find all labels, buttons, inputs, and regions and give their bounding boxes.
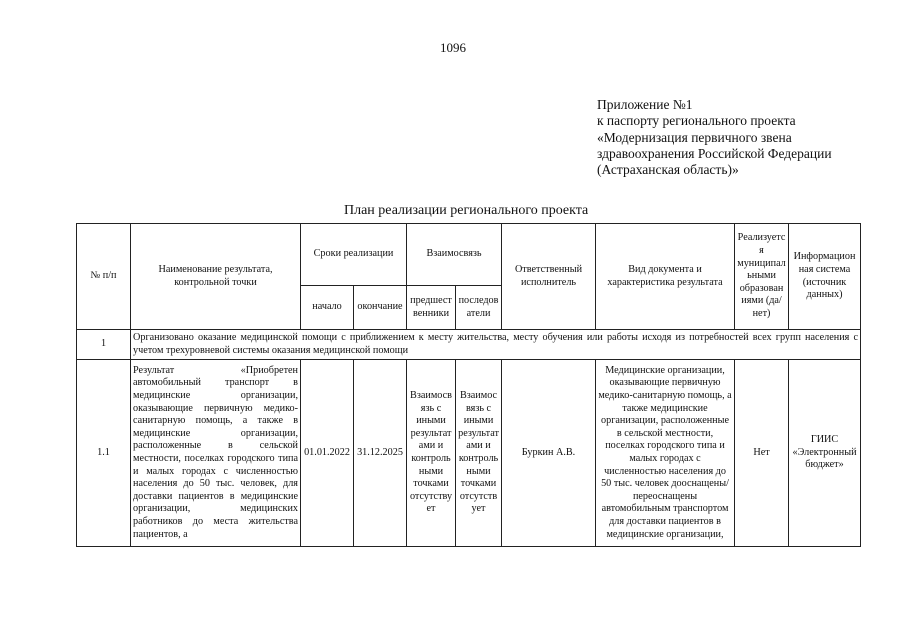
row-end-date: 31.12.2025 xyxy=(354,360,407,547)
header-num: № п/п xyxy=(77,224,131,330)
appendix-heading xyxy=(597,97,832,178)
row-doc-type: Медицинские организации, оказывающие первичную медико-санитарную помощь, а также медицинские организации, расположенные в сельской местности, поселках городского типа и малых городах с численностью населения до 50 тыс. человек дооснащены/переоснащены автомобильным транспортом для доставки пациентов в медицинские организации, xyxy=(596,360,735,547)
header-successors: последователи xyxy=(456,286,502,330)
header-end: окончание xyxy=(354,286,407,330)
header-responsible: Ответственный исполнитель xyxy=(502,224,596,330)
header-predecessors: предшественники xyxy=(407,286,456,330)
row-info-system: ГИИС «Электронный бюджет» xyxy=(789,360,861,547)
row-predecessors: Взаимосвязь с иными результатами и контрольными точками отсутствует xyxy=(407,360,456,547)
header-terms: Сроки реализации xyxy=(301,224,407,286)
row-municipal: Нет xyxy=(735,360,789,547)
row-num: 1.1 xyxy=(77,360,131,547)
row-start-date: 01.01.2022 xyxy=(301,360,354,547)
table-row xyxy=(77,330,861,360)
row-successors: Взаимосвязь с иными результатами и контрольными точками отсутствует xyxy=(456,360,502,547)
appendix-line: Приложение №1 xyxy=(597,97,693,112)
plan-title: План реализации регионального проекта xyxy=(344,203,589,218)
appendix-line: (Астраханская область)» xyxy=(597,162,739,178)
header-info-system: Информационная система (источник данных) xyxy=(789,224,861,330)
header-start: начало xyxy=(301,286,354,330)
plan-table xyxy=(76,223,861,547)
row-section-text: Организовано оказание медицинской помощи с приближением к месту жительства, месту обучения или работы исходя из потребностей всех групп населения с учетом трехуровневой системы оказания медицинской помощи xyxy=(131,330,861,360)
header-doc-type: Вид документа и характеристика результата xyxy=(596,224,735,330)
appendix-line: здравоохранения Российской Федерации xyxy=(597,145,832,161)
row-responsible: Буркин А.В. xyxy=(502,360,596,547)
header-municipal: Реализуется муниципальными образованиями (да/нет) xyxy=(735,224,789,330)
table-row xyxy=(77,360,861,547)
header-relation: Взаимосвязь xyxy=(407,224,502,286)
header-name: Наименование результата, контрольной точки xyxy=(131,224,301,330)
appendix-line: «Модернизация первичного звена xyxy=(597,129,792,145)
page-number: 1096 xyxy=(440,40,466,55)
row-result-name: Результат «Приобретен автомобильный транспорт в медицинские организации, оказывающие первичную медико-санитарную помощь, а также в медицинские организации, расположенные в сельской местности, поселках городского типа и малых городах с численностью населения до 50 тыс. человек, для доставки пациентов в медицинские организации, медицинских работников до места жительства пациентов, а xyxy=(131,360,301,547)
header-row xyxy=(77,224,861,286)
row-num: 1 xyxy=(77,330,131,360)
appendix-line: к паспорту регионального проекта xyxy=(597,113,796,129)
